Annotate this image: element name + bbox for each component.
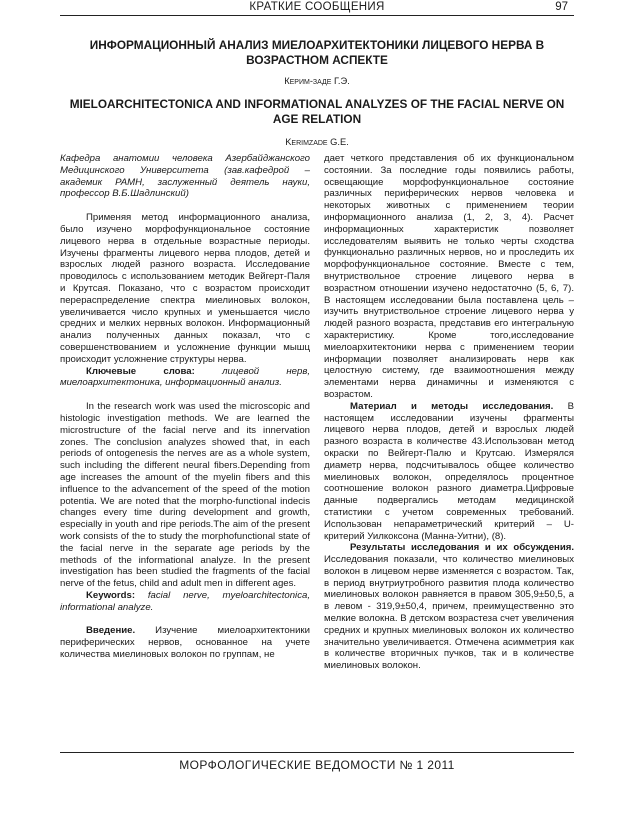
- abstract-ru: Применяя метод информационного анализа, было изучено морфофункциональное состояние лицевого нерва в отдельные возрастные периоды. Изучены фрагменты лицевого нерва плодов, детей и взрослых людей разного возраста. Исследование проводилось с использованием методик Вейгерт-Паля и Крутсая. Показано, что с возрастом происходит перераспределение спектра миелиновых волокон, увеличивается число крупных и уменьшается число средних и мелких нервных волокон. Информационный анализ полученных данных показал, что с совершенствованием и усложнение функции мышц происходит усложнение структуры нерва.: [60, 212, 310, 365]
- keywords-en-text: facial nerve, myeloarchitectonica, informational analyze.: [60, 589, 310, 613]
- keywords-ru-text: лицевой нерв, миелоархитектоника, информационный анализ.: [60, 365, 310, 389]
- introduction: [60, 625, 310, 660]
- keywords-ru-label: Ключевые слова:: [86, 365, 195, 377]
- left-column: [60, 153, 310, 661]
- ru-author: Керим-заде Г.Э.: [284, 76, 350, 86]
- ru-article-title: ИНФОРМАЦИОННЫЙ АНАЛИЗ МИЕЛОАРХИТЕКТОНИКИ ЛИЦЕВОГО НЕРВА В ВОЗРАСТНОМ АСПЕКТЕ: [89, 38, 545, 67]
- introduction-text: Изучение миелоархитектоники периферических нервов, основанное на учете количества миелиновых волокон по группам, не: [60, 625, 310, 661]
- page-number: 97: [555, 1, 568, 13]
- methods: [324, 401, 574, 543]
- header-section-title: КРАТКИЕ СООБЩЕНИЯ: [249, 1, 385, 13]
- introduction-continued: дает четкого представления об их функциональном состоянии. За последние годы появились работы, освещающие морфофункциональное состояние различных периферических нервов человека и некоторых животных с применением теории информационного анализа (1, 2, 3, 4). Расчет информационных характеристик позволяет исследователям выявить не только черты сходства функционально различных нервов, но и проследить их морфофункциональное состояние. Вместе с тем, внутриствольное строение лицевого нерва в возрастном отношении изучено недостаточно (5, 6, 7). В настоящем исследовании была поставлена цель – изучить внутриствольное строение лицевого нерва у людей разного возраста, представив его интегральную характеристику. Кроме того,исследование миелоархитектоники нерва с применением теории информации позволяет анализировать нерв как целостную систему, где взаимоотношения между элементами нерва динамичны и изменяются с возрастом.: [324, 153, 574, 400]
- right-column: [324, 153, 574, 672]
- keywords-en: [60, 590, 310, 614]
- results: [324, 542, 574, 672]
- methods-text: В настоящем исследовании изучены фрагменты лицевого нерва плодов, детей и взрослых людей разного возраста в количестве 43.Использован метод окраски по Вейгерт-Палю и Крутсаю. Измерялся диаметр нерва, подсчитывалось общее количество миелиновых волокон, определялось процентное соотношение волокон разного диаметра.Цифровые данные подвергались методам медицинской статистики с учетом современных требований. Использован непараметрический критерий – U-критерий Уилкоксона (Манна-Уитни), (8).: [324, 400, 574, 542]
- footer-rule: [60, 752, 574, 753]
- en-author: Kerimzade G.E.: [285, 137, 349, 147]
- results-label: Результаты исследования и их обсуждения.: [350, 542, 574, 554]
- header-rule: [60, 15, 574, 16]
- keywords-en-label: Keywords:: [86, 589, 136, 601]
- keywords-ru: [60, 366, 310, 390]
- affiliation: Кафедра анатомии человека Азербайджанского Медицинского Университета (зав.кафедрой – академик РАМН, заслуженный деятель науки, профессор В.Б.Шадлинский): [60, 153, 310, 200]
- abstract-en: In the research work was used the microscopic and histologic investigation methods. We are learned the microstructure of the facial nerve and its innervation zones. The conclusion analyzes showed that, in each periods of ontogenesis the nerves are as a whole system, such including the different neural fibers.Depending from age increases the amount of the myelin fibers and this influence to the advancement of the speed of the motion potentia. We are noted that the morpho-functional indecis changes every time during development and growth, especially in youth and ripe periods.The aim of the present work consists of the to study the morphofunctional state of the facial nerve in the separate age periods by the methods of the informational analyze. In the present investigation has been studied the fragments of the facial nerve of the fetus, child and adult men in different ages.: [60, 401, 310, 590]
- introduction-label: Введение.: [86, 625, 136, 637]
- running-header: [60, 0, 574, 14]
- journal-footer: МОРФОЛОГИЧЕСКИЕ ВЕДОМОСТИ № 1 2011: [179, 758, 455, 772]
- results-text: Исследования показали, что количество миелиновых волокон в лицевом нерве изменяется с возрастом. Так, в период внутриутробного развития плода количество миелиновых волокон равняется в правом 305,9±50,5, а в левом - 319,9±50,4, причем, преимущественно это мелкие волокна. В детском возрастеза счет увеличения средних и крупных миелиновых волокон их количество значительно увеличивается. Отмечена асимметрия как в количестве вторичных пучков, так и в количестве миелиновых волокон.: [324, 554, 574, 672]
- methods-label: Материал и методы исследования.: [350, 400, 554, 412]
- en-article-title: MIELOARCHITECTONICA AND INFORMATIONAL ANALYZES OF THE FACIAL NERVE ON AGE RELATION: [69, 97, 565, 126]
